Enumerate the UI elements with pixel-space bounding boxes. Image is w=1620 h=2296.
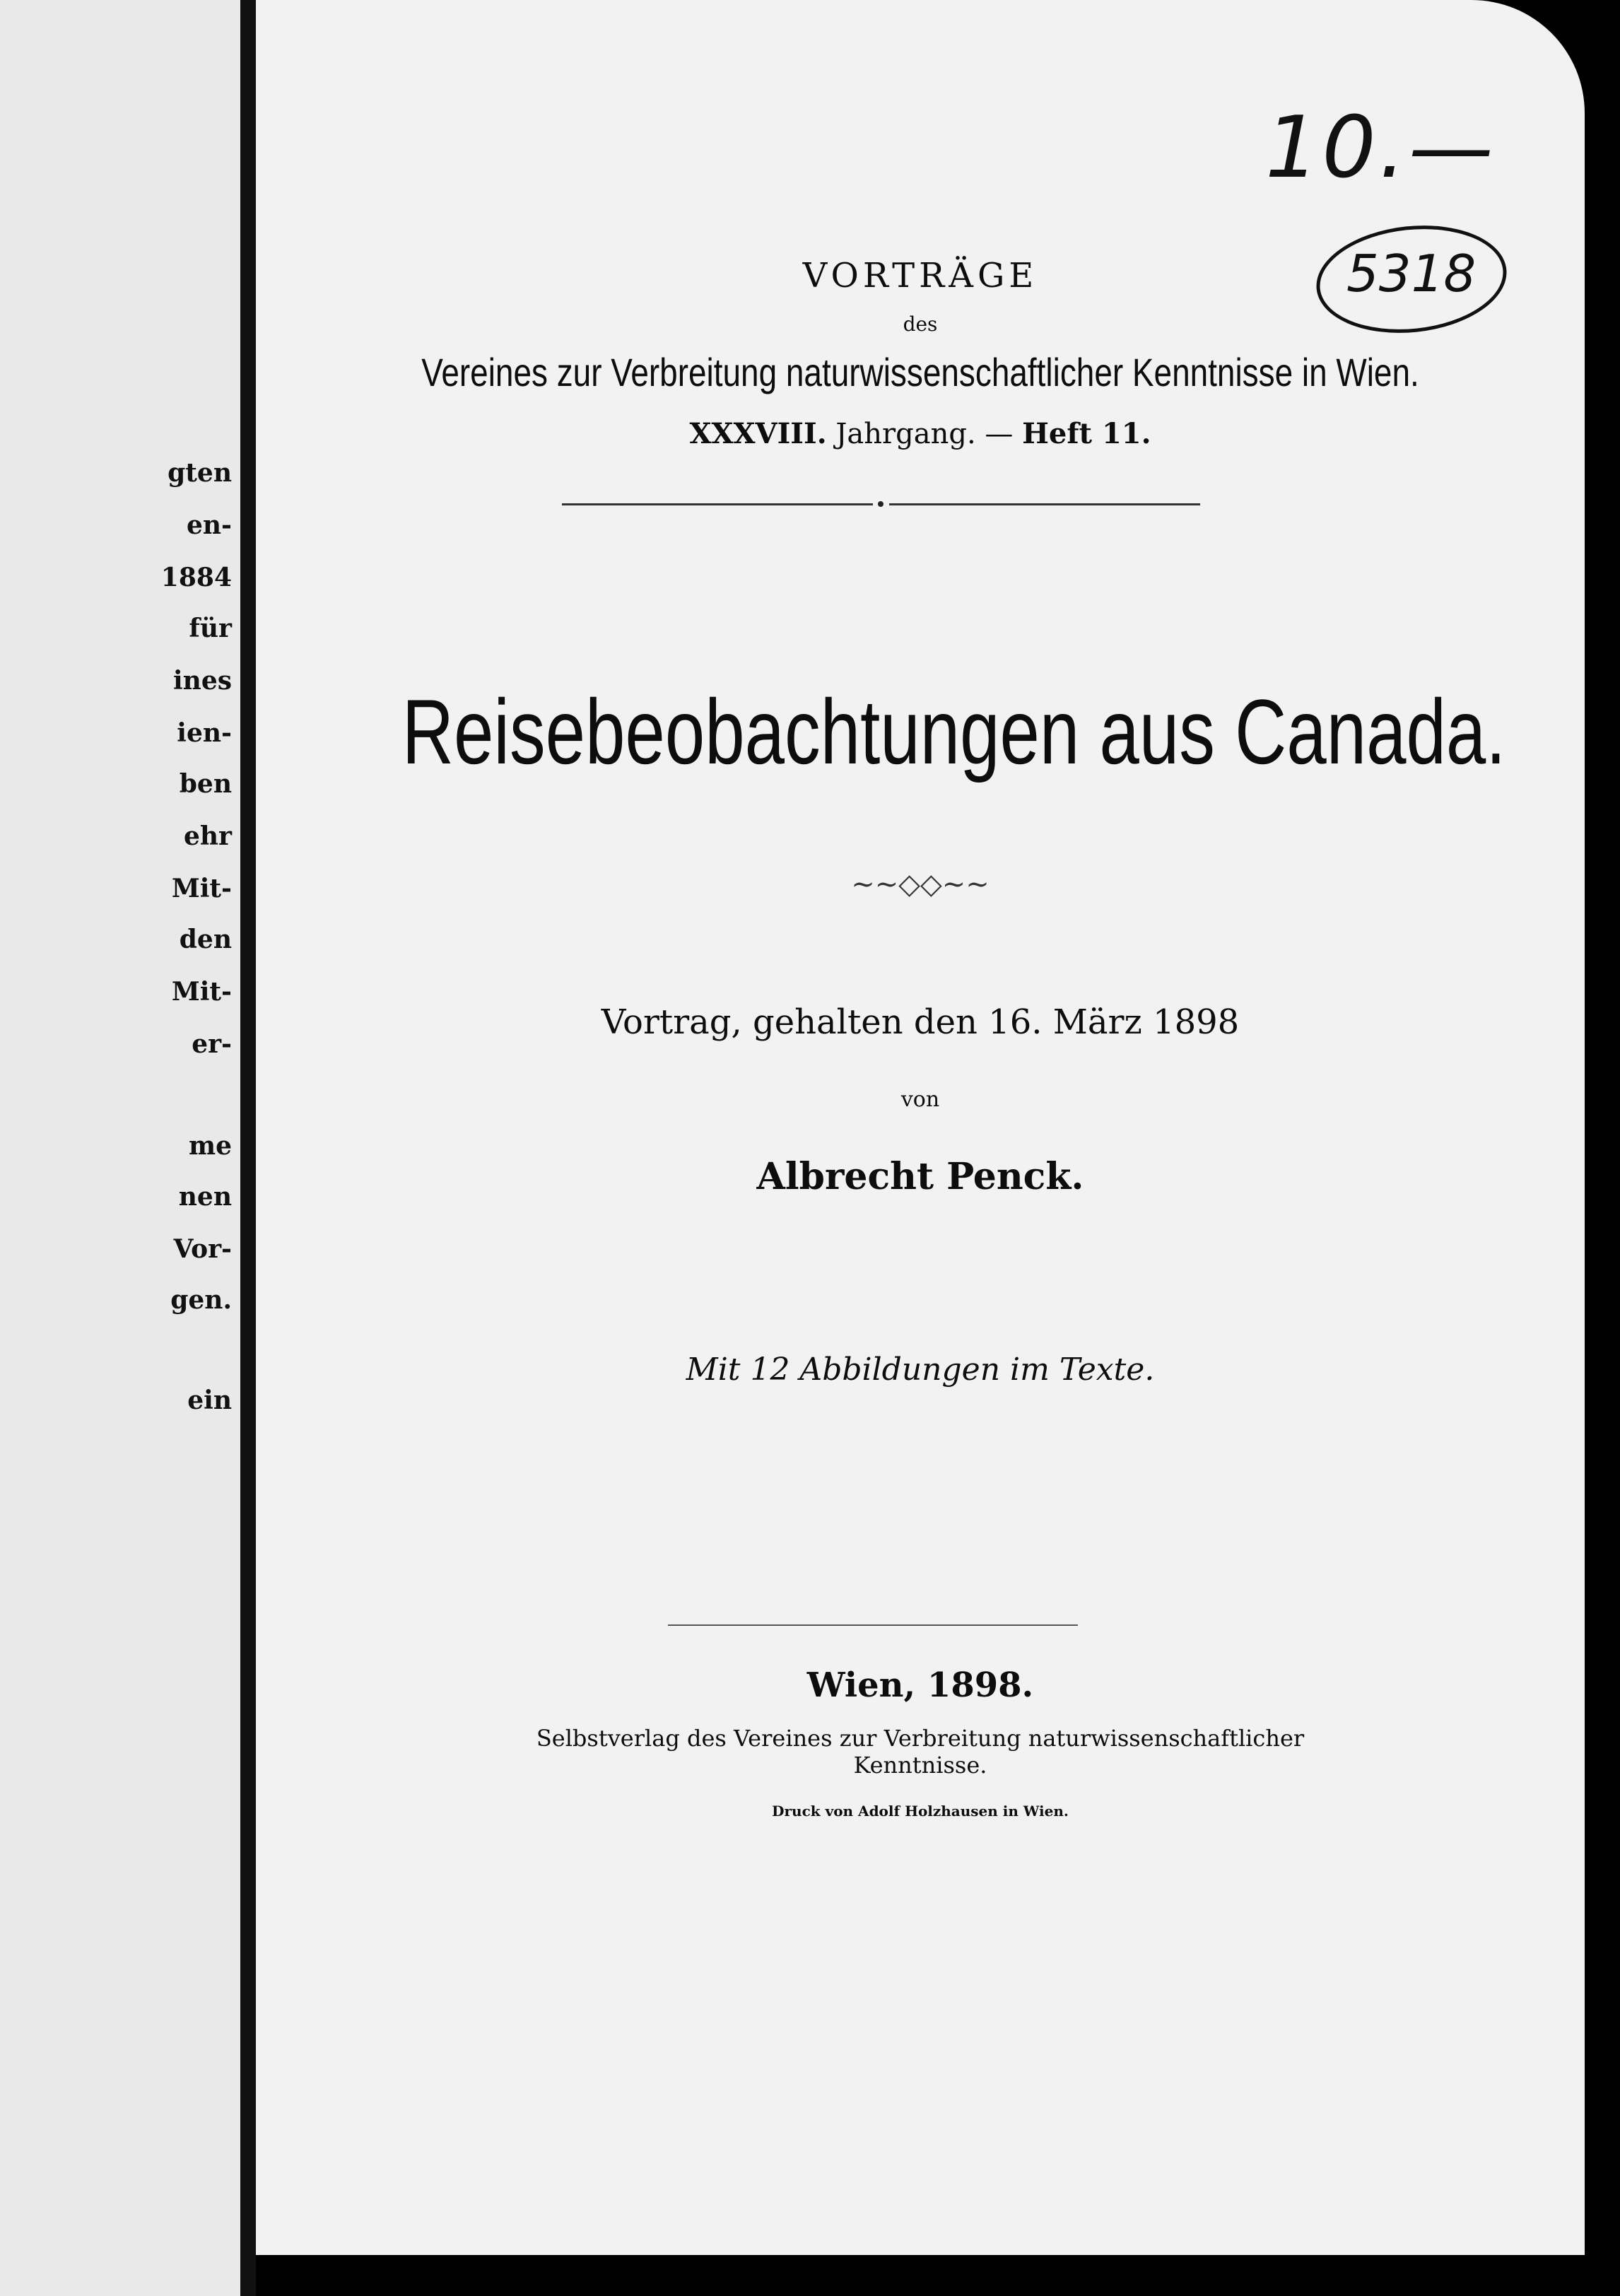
series-des: des	[903, 312, 938, 336]
left-text-fragment: me	[189, 1131, 232, 1161]
header-rule-left	[562, 503, 873, 505]
handwritten-price: 10.—	[1265, 99, 1496, 197]
author-name: Albrecht Penck.	[756, 1155, 1084, 1198]
left-text-fragment: Mit-	[171, 874, 232, 903]
left-text-fragment: ehr	[183, 821, 232, 851]
scan-border	[1585, 0, 1620, 2296]
left-text-fragment: den	[179, 925, 232, 954]
imprint-publisher	[256, 1725, 1585, 1779]
volume-heft: Heft 11.	[1022, 417, 1151, 450]
left-text-fragment: 1884	[160, 563, 232, 592]
header-rule-right	[889, 503, 1200, 505]
imprint-publisher-line1: Selbstverlag des Vereines zur Verbreitung naturwissenschaftlicher	[536, 1725, 1305, 1752]
series-title: VORTRÄGE	[802, 256, 1038, 295]
volume-line	[256, 417, 1585, 450]
left-text-fragment: gen.	[170, 1285, 232, 1315]
society-name: Vereines zur Verbreitung naturwissenschaftlicher Kenntnisse in Wien.	[421, 350, 1419, 394]
volume-number: XXXVIII.	[689, 417, 827, 450]
imprint-place-year: Wien, 1898.	[806, 1665, 1034, 1705]
left-text-fragment: gten	[168, 458, 232, 488]
author-prefix: von	[900, 1087, 940, 1112]
book-gutter	[240, 0, 256, 2296]
imprint-publisher-line2: Kenntnisse.	[853, 1752, 987, 1779]
imprint-rule	[668, 1624, 1078, 1626]
imprint-printer: Druck von Adolf Holzhausen in Wien.	[772, 1803, 1069, 1820]
left-text-fragment: en-	[186, 510, 232, 540]
left-text-fragment: ein	[187, 1386, 232, 1415]
header-rule-dot	[878, 501, 884, 507]
left-text-fragment: ben	[179, 769, 232, 799]
left-text-fragment: ien-	[177, 718, 232, 748]
left-text-fragment: ines	[172, 666, 232, 696]
ornament-divider: ~~◇◇~~	[851, 868, 990, 901]
volume-jahrgang: Jahrgang. —	[835, 418, 1014, 450]
lecture-note: Vortrag, gehalten den 16. März 1898	[601, 1002, 1240, 1042]
left-text-fragment: Mit-	[171, 977, 232, 1007]
left-text-fragment: Vor-	[173, 1234, 232, 1264]
title-page	[256, 0, 1585, 2255]
page-title: Reisebeobachtungen aus Canada.	[401, 680, 1506, 783]
left-text-fragment: nen	[178, 1182, 232, 1212]
illustrations-note: Mit 12 Abbildungen im Texte.	[686, 1352, 1155, 1388]
left-facing-page	[0, 0, 240, 2296]
handwritten-catalog-number: 5318	[1346, 244, 1477, 303]
left-text-fragment: für	[189, 614, 232, 643]
left-text-fragment: er-	[192, 1029, 232, 1059]
